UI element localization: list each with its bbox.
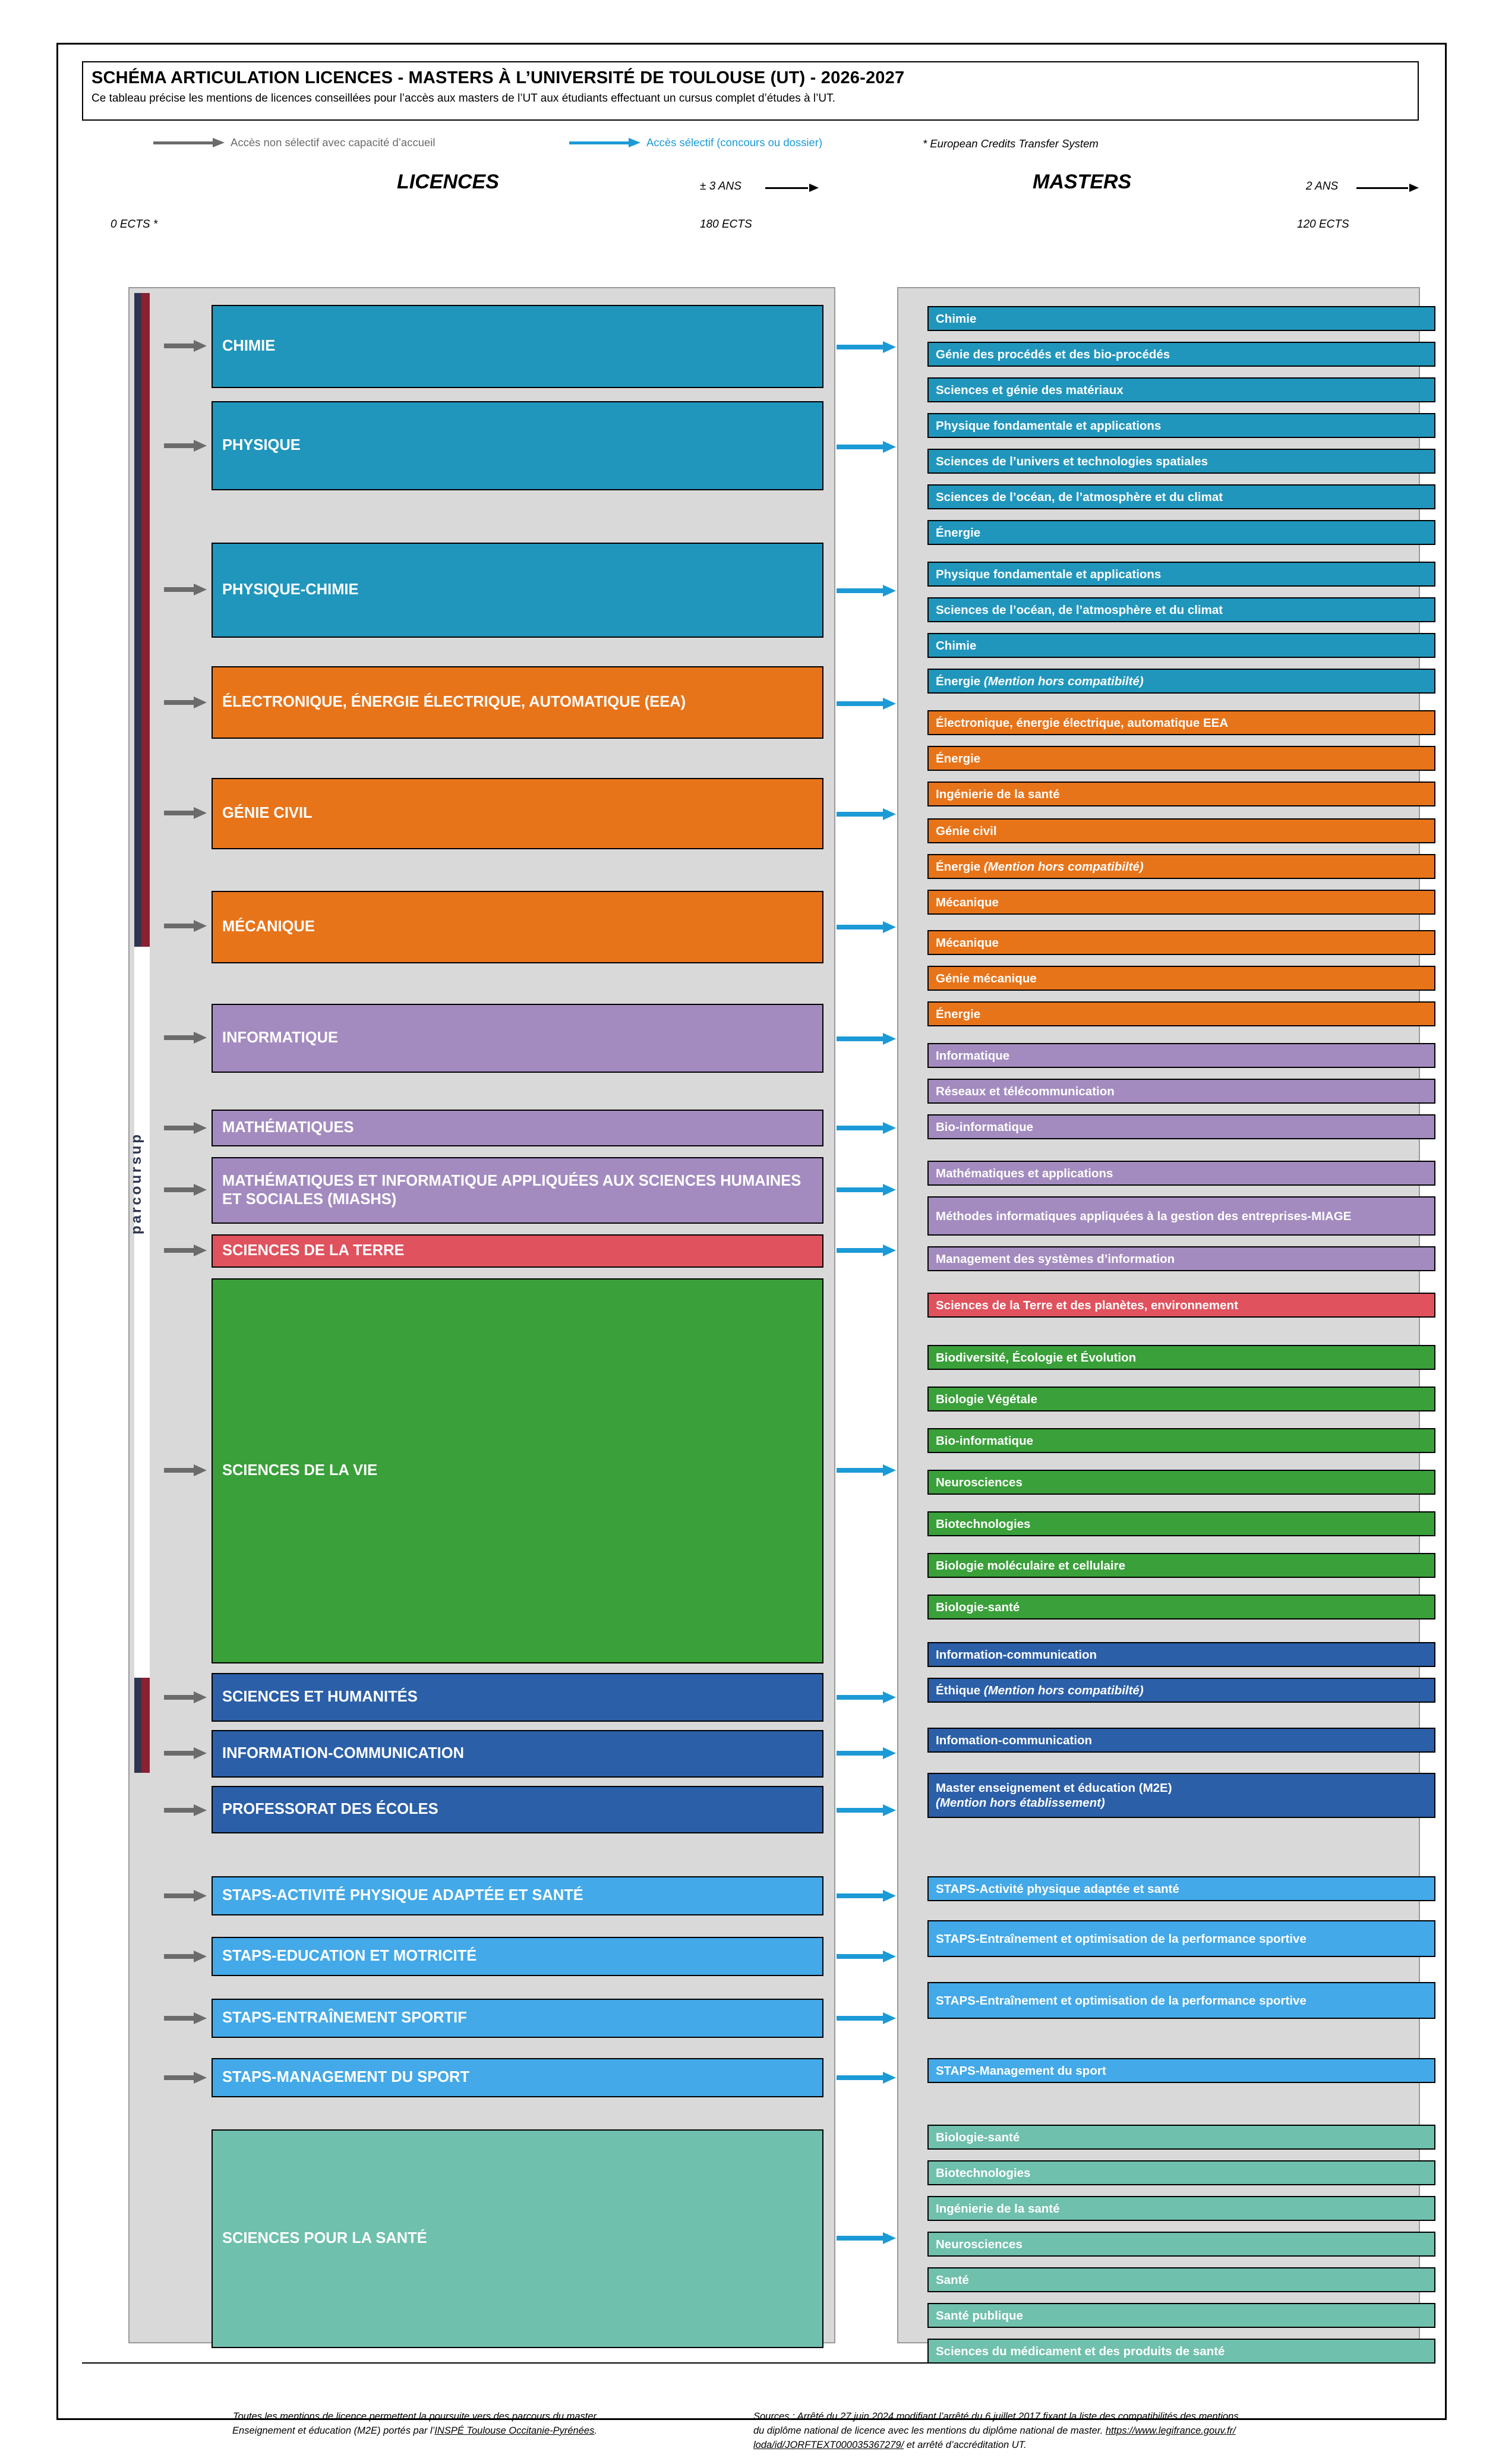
connector-staps-education — [837, 1951, 896, 1962]
master-box-2[interactable]: Sciences et génie des matériaux — [927, 377, 1435, 402]
master-box-37[interactable]: Master enseignement et éducation (M2E) (Mention hors établissement) — [927, 1773, 1435, 1818]
master-box-35[interactable]: Éthique (Mention hors compatibilté) — [927, 1678, 1435, 1703]
licence-box-informatique[interactable]: INFORMATIQUE — [212, 1004, 823, 1073]
licence-box-staps-management[interactable]: STAPS-MANAGEMENT DU SPORT — [212, 2058, 823, 2097]
master-box-41[interactable]: STAPS-Management du sport — [927, 2058, 1435, 2083]
licence-box-chimie[interactable]: CHIMIE — [212, 305, 823, 388]
footer-left-line2-a: Enseignement et éducation (M2E) portés par l’ — [232, 2425, 435, 2436]
master-box-20[interactable]: Informatique — [927, 1043, 1435, 1068]
ects-start-label: 0 ECTS * — [111, 218, 158, 231]
masters-column-title: MASTERS — [1033, 171, 1132, 193]
master-box-23[interactable]: Mathématiques et applications — [927, 1161, 1435, 1186]
licence-box-miashs[interactable]: MATHÉMATIQUES ET INFORMATIQUE APPLIQUÉES AUX SCIENCES HUMAINES ET SOCIALES (MIASHS) — [212, 1157, 823, 1224]
footer-right-line1: Sources : Arrêté du 27 juin 2024 modifiant l’arrêté du 6 juillet 2017 fixant la liste des compatibilités des mentions — [753, 2411, 1239, 2422]
master-box-45[interactable]: Neurosciences — [927, 2232, 1435, 2257]
ects-licence-label: 180 ECTS — [700, 218, 752, 231]
legifrance-link-part1[interactable]: https://www.legifrance.gouv.fr/ — [1105, 2425, 1236, 2436]
master-box-48[interactable]: Sciences du médicament et des produits de santé — [927, 2339, 1435, 2364]
legifrance-link-part2[interactable]: loda/id/JORFTEXT000035367279/ — [753, 2439, 904, 2450]
connector-mecanique — [837, 922, 896, 932]
licence-arrow-chimie — [164, 341, 207, 351]
header-box — [82, 61, 1419, 121]
master-box-32[interactable]: Biologie moléculaire et cellulaire — [927, 1553, 1435, 1578]
licence-arrow-staps-entrainement — [164, 2013, 207, 2024]
connector-information-communication — [837, 1748, 896, 1759]
master-box-17[interactable]: Mécanique — [927, 930, 1435, 955]
connector-informatique — [837, 1034, 896, 1044]
licence-arrow-professorat-ecoles — [164, 1805, 207, 1816]
footer-right — [753, 2410, 1419, 2453]
master-box-36[interactable]: Infomation-communication — [927, 1728, 1435, 1753]
master-box-7[interactable]: Physique fondamentale et applications — [927, 562, 1435, 587]
schema-page — [56, 43, 1447, 2450]
footer-right-line2 — [753, 2424, 1419, 2438]
ects-master-label: 120 ECTS — [1297, 218, 1349, 231]
master-box-22[interactable]: Bio-informatique — [927, 1114, 1435, 1139]
legend-selectif-label: Accès sélectif (concours ou dossier) — [646, 136, 823, 149]
licence-arrow-genie-civil — [164, 808, 207, 818]
master-box-10[interactable]: Énergie (Mention hors compatibilté) — [927, 669, 1435, 694]
licence-arrow-staps-management — [164, 2072, 207, 2083]
licence-box-staps-entrainement[interactable]: STAPS-ENTRAÎNEMENT SPORTIF — [212, 1999, 823, 2038]
page-title: SCHÉMA ARTICULATION LICENCES - MASTERS À L’UNIVERSITÉ DE TOULOUSE (UT) - 2026-2027 — [91, 68, 905, 87]
master-box-33[interactable]: Biologie-santé — [927, 1595, 1435, 1619]
licence-box-eea[interactable]: ÉLECTRONIQUE, ÉNERGIE ÉLECTRIQUE, AUTOMATIQUE (EEA) — [212, 666, 823, 739]
licence-box-mathematiques[interactable]: MATHÉMATIQUES — [212, 1110, 823, 1146]
master-box-46[interactable]: Santé — [927, 2267, 1435, 2292]
master-box-5[interactable]: Sciences de l’océan, de l’atmosphère et du climat — [927, 484, 1435, 509]
footer-left — [118, 2410, 712, 2438]
parcoursup-rail-gap — [134, 947, 150, 1678]
licence-box-sciences-humanites[interactable]: SCIENCES ET HUMANITÉS — [212, 1673, 823, 1722]
licences-duration-label: ± 3 ANS — [700, 180, 741, 193]
footer-left-line1: Toutes les mentions de licence permettent la poursuite vers des parcours du master — [232, 2411, 597, 2422]
master-box-16[interactable]: Mécanique — [927, 890, 1435, 915]
licence-arrow-mathematiques — [164, 1123, 207, 1133]
licence-arrow-sciences-humanites — [164, 1692, 207, 1703]
connector-staps-entrainement — [837, 2013, 896, 2024]
arrow-grey-icon — [153, 140, 225, 146]
master-box-0[interactable]: Chimie — [927, 306, 1435, 331]
master-box-18[interactable]: Génie mécanique — [927, 966, 1435, 991]
inspe-link[interactable]: INSPÉ Toulouse Occitanie-Pyrénées — [434, 2425, 595, 2436]
footer-right-line2-a: du diplôme national de licence avec les mentions du diplôme national de master. — [753, 2425, 1106, 2436]
master-box-11[interactable]: Électronique, énergie électrique, automatique EEA — [927, 710, 1435, 735]
connector-genie-civil — [837, 809, 896, 820]
master-box-6[interactable]: Énergie — [927, 520, 1435, 545]
connector-sciences-vie — [837, 1465, 896, 1476]
master-box-39[interactable]: STAPS-Entraînement et optimisation de la performance sportive — [927, 1920, 1435, 1957]
connector-staps-aps — [837, 1890, 896, 1901]
connector-mathematiques — [837, 1123, 896, 1133]
licence-arrow-sciences-vie — [164, 1465, 207, 1476]
master-box-8[interactable]: Sciences de l’océan, de l’atmosphère et du climat — [927, 597, 1435, 622]
master-box-3[interactable]: Physique fondamentale et applications — [927, 413, 1435, 438]
masters-duration-arrow-icon — [1356, 185, 1419, 192]
master-box-28[interactable]: Biologie Végétale — [927, 1387, 1435, 1411]
master-box-27[interactable]: Biodiversité, Écologie et Évolution — [927, 1345, 1435, 1370]
connector-sciences-sante — [837, 2233, 896, 2244]
parcoursup-rail-top — [134, 293, 150, 947]
master-box-38[interactable]: STAPS-Activité physique adaptée et santé — [927, 1876, 1435, 1901]
licence-arrow-information-communication — [164, 1748, 207, 1759]
master-box-42[interactable]: Biologie-santé — [927, 2125, 1435, 2150]
connector-miashs — [837, 1184, 896, 1195]
master-box-24[interactable]: Méthodes informatiques appliquées à la gestion des entreprises-MIAGE — [927, 1196, 1435, 1236]
licence-box-staps-education[interactable]: STAPS-EDUCATION ET MOTRICITÉ — [212, 1937, 823, 1976]
licence-box-sciences-vie[interactable]: SCIENCES DE LA VIE — [212, 1278, 823, 1663]
legend-ects-note: * European Credits Transfer System — [923, 137, 1099, 150]
master-box-34[interactable]: Information-communication — [927, 1642, 1435, 1667]
legend-non-selectif-label: Accès non sélectif avec capacité d’accueil — [231, 136, 436, 149]
licence-arrow-eea — [164, 697, 207, 708]
licence-arrow-mecanique — [164, 921, 207, 931]
parcoursup-rail-bottom — [134, 1678, 150, 1773]
master-box-12[interactable]: Énergie — [927, 746, 1435, 771]
footer-left-line2 — [118, 2424, 712, 2438]
connector-eea — [837, 698, 896, 709]
licence-arrow-staps-education — [164, 1951, 207, 1962]
master-box-13[interactable]: Ingénierie de la santé — [927, 782, 1435, 806]
legend — [82, 134, 1419, 157]
licence-arrow-physique — [164, 440, 207, 451]
connector-physique — [837, 442, 896, 452]
footer-divider — [82, 2362, 1419, 2364]
master-box-9[interactable]: Chimie — [927, 633, 1435, 658]
licence-box-information-communication[interactable]: INFORMATION-COMMUNICATION — [212, 1730, 823, 1778]
licence-box-genie-civil[interactable]: GÉNIE CIVIL — [212, 778, 823, 849]
licences-column-title: LICENCES — [397, 171, 499, 193]
licence-box-mecanique[interactable]: MÉCANIQUE — [212, 891, 823, 963]
master-box-44[interactable]: Ingénierie de la santé — [927, 2196, 1435, 2221]
licence-arrow-physique-chimie — [164, 584, 207, 595]
master-box-25[interactable]: Management des systèmes d’information — [927, 1246, 1435, 1271]
licence-arrow-miashs — [164, 1184, 207, 1195]
arrow-blue-icon — [569, 140, 640, 146]
master-box-15[interactable]: Énergie (Mention hors compatibilté) — [927, 854, 1435, 879]
licence-box-sciences-sante[interactable]: SCIENCES POUR LA SANTÉ — [212, 2129, 823, 2348]
master-box-43[interactable]: Biotechnologies — [927, 2160, 1435, 2185]
licence-box-physique[interactable]: PHYSIQUE — [212, 401, 823, 490]
master-box-1[interactable]: Génie des procédés et des bio-procédés — [927, 342, 1435, 367]
connector-professorat-ecoles — [837, 1805, 896, 1816]
licence-arrow-staps-aps — [164, 1890, 207, 1901]
footer-left-line2-c: . — [594, 2425, 597, 2436]
licence-box-physique-chimie[interactable]: PHYSIQUE-CHIMIE — [212, 543, 823, 638]
master-box-31[interactable]: Biotechnologies — [927, 1511, 1435, 1536]
licence-arrow-sciences-terre — [164, 1245, 207, 1256]
footer-right-line3-b: et arrêté d’accréditation UT. — [904, 2439, 1027, 2450]
legend-selectif — [569, 136, 822, 149]
licence-box-professorat-ecoles[interactable]: PROFESSORAT DES ÉCOLES — [212, 1786, 823, 1833]
master-box-14[interactable]: Génie civil — [927, 818, 1435, 843]
licence-box-staps-aps[interactable]: STAPS-ACTIVITÉ PHYSIQUE ADAPTÉE ET SANTÉ — [212, 1876, 823, 1915]
master-box-21[interactable]: Réseaux et télécommunication — [927, 1079, 1435, 1104]
parcoursup-label: parcoursup — [128, 1132, 144, 1235]
licence-box-sciences-terre[interactable]: SCIENCES DE LA TERRE — [212, 1234, 823, 1268]
connector-sciences-humanites — [837, 1692, 896, 1703]
page-subtitle: Ce tableau précise les mentions de licences conseillées pour l’accès aux masters de l’UT aux étudiants effectuant un cursus complet d’études à l’UT. — [91, 92, 835, 105]
legend-non-selectif — [153, 136, 436, 149]
licence-arrow-informatique — [164, 1032, 207, 1043]
master-box-30[interactable]: Neurosciences — [927, 1470, 1435, 1495]
masters-duration-label: 2 ANS — [1306, 180, 1339, 193]
connector-chimie — [837, 342, 896, 352]
master-box-40[interactable]: STAPS-Entraînement et optimisation de la performance sportive — [927, 1982, 1435, 2019]
master-box-47[interactable]: Santé publique — [927, 2303, 1435, 2328]
licences-duration-arrow-icon — [765, 185, 819, 192]
connector-physique-chimie — [837, 585, 896, 596]
master-box-26[interactable]: Sciences de la Terre et des planètes, environnement — [927, 1293, 1435, 1318]
footer-right-line3 — [753, 2438, 1419, 2453]
master-box-19[interactable]: Énergie — [927, 1001, 1435, 1026]
connector-staps-management — [837, 2072, 896, 2083]
master-box-29[interactable]: Bio-informatique — [927, 1428, 1435, 1453]
connector-sciences-terre — [837, 1245, 896, 1256]
master-box-4[interactable]: Sciences de l’univers et technologies spatiales — [927, 449, 1435, 474]
